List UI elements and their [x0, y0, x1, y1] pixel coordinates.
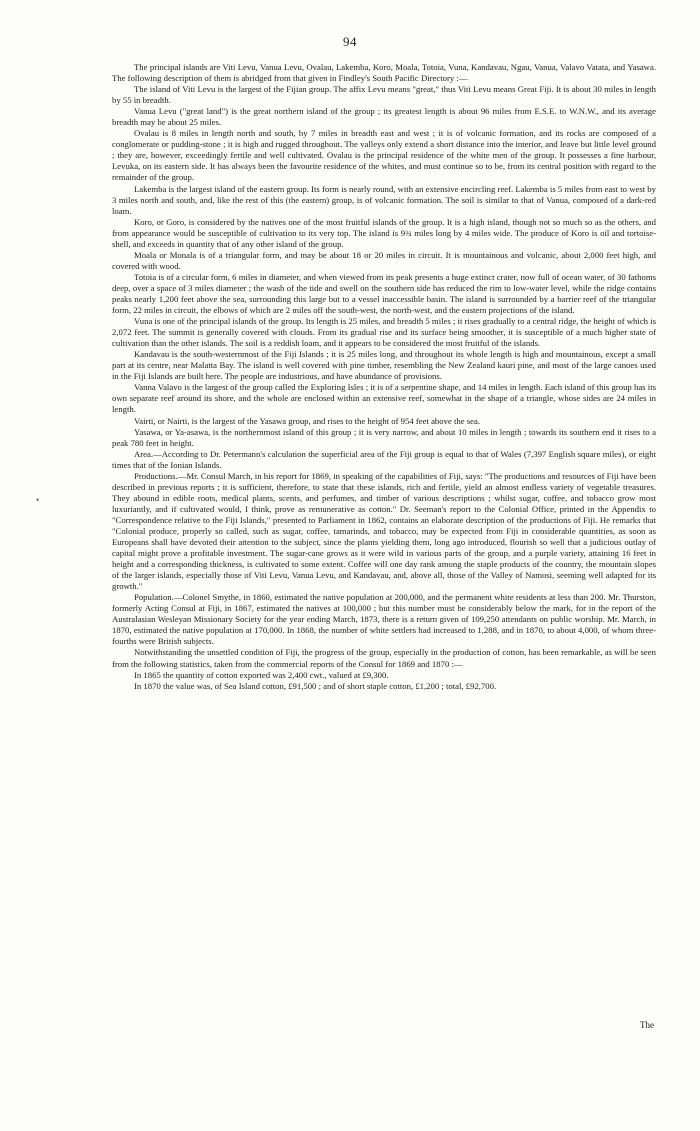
- paragraph-ovalau: Ovalau is 8 miles in length north and south, by 7 miles in breadth east and west ; it is of volcanic formation, and its rocks are composed of a conglomerate or pudding-stone ; it is high and rugged throughout. The valleys only extend a short distance into the interior, and leave but little level ground ; they are, however, exceedingly fertile and well cultivated. Ovalau is the principal residence of the white men of the group. It possesses a fine harbour, Levuka, on its eastern side. It has always been the favourite residence of the whites, and must continue so to be, from its central position with regard to the remainder of the group.: [112, 128, 656, 183]
- paragraph-vairti: Vairti, or Nairti, is the largest of the Yasawa group, and rises to the height of 954 feet above the sea.: [134, 415, 481, 426]
- margin-mark: •: [36, 495, 40, 505]
- paragraph-totoia: Totoia is of a circular form, 6 miles in diameter, and when viewed from its peak presents a huge extinct crater, now full of ocean water, of 30 fathoms deep, over a space of 3 miles diameter ; the wash of the tide and swell on the southern side has reduced the rim to low-water level, while the ridge contains peaks nearly 1,200 feet above the sea, surrounding this large but to a vessel inaccessible basin. The island is surrounded by a barrier reef of the triangular form, 22 miles in circuit, the elbows of which are 2 miles off the south-west, the north-west, and the eastern projections of the island.: [112, 271, 656, 316]
- catchword: The: [640, 1020, 654, 1030]
- paragraph-vanna-valavo: Vanna Valavo is the largest of the group called the Exploring Isles ; it is of a serpentine shape, and 14 miles in length. Each island of this group has its own separate reef around its shore, and the whole are enclosed within an extensive reef, somewhat in the shape of a triangle, whose sides are 24 miles in length.: [112, 382, 656, 415]
- paragraph-productions: Productions.—Mr. Consul March, in his report for 1869, in speaking of the capabilities of Fiji, says: "The productions and resources of Fiji have been described in previous reports ; it is sufficient, therefore, to state that these islands, rich and fertile, yield an almost endless variety of vegetable treasures. They abound in edible roots, medical plants, scents, and perfumes, and timber of various descriptions ; whilst sugar, coffee, and tobacco grow most luxuriantly, and if cultivated would, I think, prove as remunerative as cotton." Dr. Seeman's report to the Colonial Office, printed in the Appendix to "Correspondence relative to the Fiji Islands," presented to Parliament in 1862, contains an elaborate description of the productions of Fiji. He remarks that "Colonial produce, properly so called, such as sugar, coffee, tamarinds, and tobacco, may be expected from Fiji in considerable quantities, as soon as Europeans shall have devoted their attention to the subject, since the plants yielding them, long ago introduced, flourish so well that a judicious outlay of capital might prove a profitable investment. The sugar-cane grows as it were wild in various parts of the group, and a purple variety, attaining 16 feet in height and a corresponding thickness, is cultivated to some extent. Coffee will one day rank among the staple products of the country, the mountain slopes of the larger islands, especially those of Viti Levu, Vanua Levu, and Kandavau, and, above all, those of the Valley of Namosi, seeming well adapted for its growth.": [112, 470, 656, 592]
- paragraph-yasawa: Yasawa, or Ya-asawa, is the northernmost island of this group ; it is very narrow, and about 10 miles in length ; towards its southern end it rises to a peak 780 feet in height.: [112, 426, 656, 448]
- paragraph-cotton-1865: In 1865 the quantity of cotton exported was 2,400 cwt., valued at £9,300.: [134, 669, 389, 680]
- paragraph-lakemba: Lakemba is the largest island of the eastern group. Its form is nearly round, with an extensive encircling reef. Lakemba is 5 miles from east to west by 3 miles north and south, and, like the rest of this (the eastern) group, is of volcanic formation. The soil is similar to that of Vanua, composed of a dark-red loam.: [112, 183, 656, 216]
- paragraph-cotton-1870: In 1870 the value was, of Sea Island cotton, £91,500 ; and of short staple cotton, £1,200 ; total, £92,700.: [134, 680, 497, 691]
- paragraph-vanua-levu: Vanua Levu ("great land") is the great northern island of the group ; its greatest length is about 96 miles from E.S.E. to W.N.W., and its average breadth may be about 25 miles.: [112, 106, 656, 128]
- body-text: [112, 62, 656, 692]
- paragraph-koro: Koro, or Goro, is considered by the natives one of the most fruitful islands of the group. It is a high island, though not so much so as the others, and from appearance would be susceptible of cultivation to its very top. The island is 9¾ miles long by 4 miles wide. The produce of Koro is oil and tortoise-shell, and exceeds in quantity that of any other island of the group.: [112, 216, 656, 249]
- paragraph-intro: The principal islands are Viti Levu, Vanua Levu, Ovalau, Lakemba, Koro, Moala, Totoia, Vuna, Kandavau, Ngau, Vanua, Valavo Vatata, and Yasawa. The following description of them is abridged from that given in Findley's South Pacific Directory :—: [112, 62, 656, 84]
- paragraph-kandavau: Kandavau is the south-westernmost of the Fiji Islands ; it is 25 miles long, and throughout its whole length is high and mountainous, except a small part at its centre, near Malatta Bay. The island is well covered with pine timber, resembling the New Zealand kauri pine, and most of the large canoes used in the Fiji Islands are built here. The people are industrious, and have abundance of provisions.: [112, 349, 656, 382]
- paragraph-viti-levu: The island of Viti Levu is the largest of the Fijian group. The affix Levu means "great," thus Viti Levu means Great Fiji. It is about 30 miles in length by 55 in breadth.: [112, 84, 656, 106]
- paragraph-area: Area.—According to Dr. Petermann's calculation the superficial area of the Fiji group is equal to that of Wales (7,397 English square miles), or eight times that of the Ionian Islands.: [112, 448, 656, 470]
- paragraph-population: Population.—Colonel Smythe, in 1860, estimated the native population at 200,000, and the permanent white residents at less than 200. Mr. Thurston, formerly Acting Consul at Fiji, in 1867, estimated the natives at 100,000 ; but this number must be considerably below the mark, for in the report of the Australasian Wesleyan Missionary Society for the year ending March, 1873, there is a return given of 109,250 attendants on public worship. Mr. March, in 1870, estimated the native population at 170,000. In 1868, the number of white settlers had increased to 1,288, and in 1870, to about 4,000, of whom three-fourths were British subjects.: [112, 592, 656, 647]
- paragraph-vuna: Vuna is one of the principal islands of the group. Its length is 25 miles, and breadth 5 miles ; it rises gradually to a central ridge, the height of which is 2,072 feet. The summit is generally covered with clouds. From its gradual rise and its surface being smoother, it is susceptible of a much higher state of cultivation than the other islands. The soil is a reddish loam, and it appears to be considered the most fruitful of the islands.: [112, 316, 656, 349]
- paragraph-cotton-progress: Notwithstanding the unsettled condition of Fiji, the progress of the group, especially in the production of cotton, has been remarkable, as will be seen from the following statistics, taken from the commercial reports of the Consul for 1869 and 1870 :—: [112, 647, 656, 669]
- paragraph-moala: Moala or Monala is of a triangular form, and may be about 18 or 20 miles in circuit. It is mountainous and volcanic, about 2,000 feet high, and covered with wood.: [112, 249, 656, 271]
- page-number: 94: [343, 34, 357, 49]
